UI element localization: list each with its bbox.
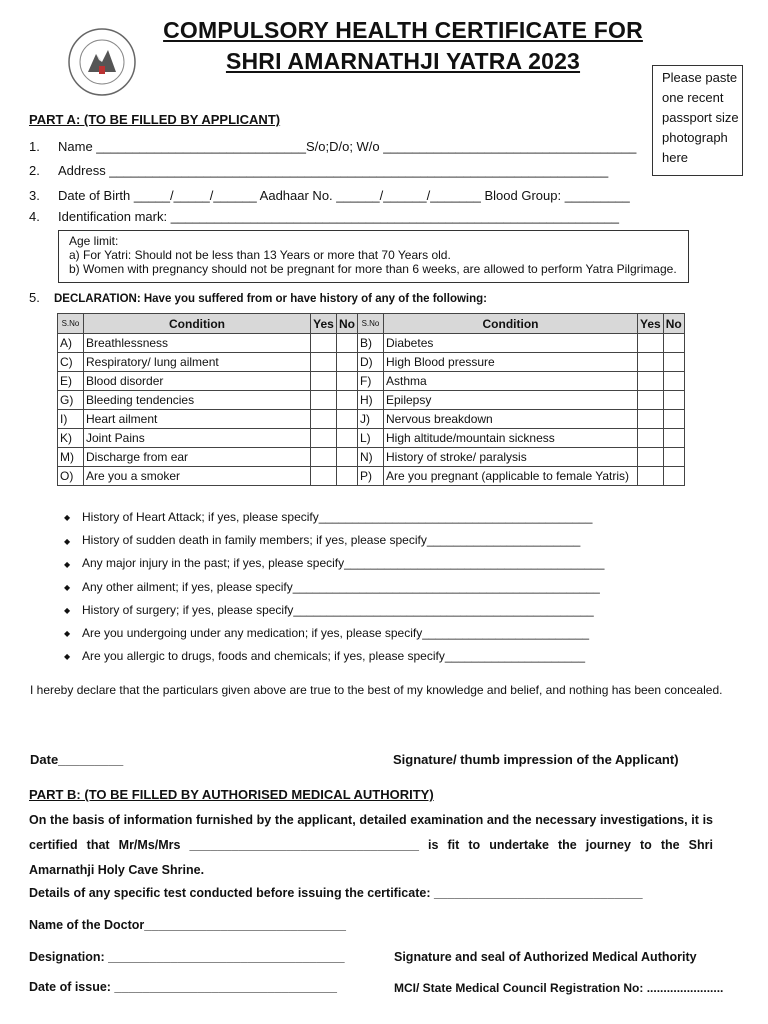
condition-id: P) [358,467,384,486]
page-title-line1: COMPULSORY HEALTH CERTIFICATE FOR [163,17,643,43]
no-header: No [663,314,684,334]
condition-header: Condition [84,314,311,334]
yes-checkbox-cell[interactable] [638,334,664,353]
no-checkbox-cell[interactable] [337,448,358,467]
list-item[interactable]: ◆ Are you allergic to drugs, foods and chemicals; if yes, please specify_____________________ [64,649,585,664]
photo-box[interactable] [652,65,743,176]
condition-id: H) [358,391,384,410]
yes-checkbox-cell[interactable] [311,429,337,448]
condition-id: G) [58,391,84,410]
table-row [58,429,685,448]
yes-checkbox-cell[interactable] [311,334,337,353]
condition-text: Are you a smoker [84,467,311,486]
part-a-heading: PART A: (TO BE FILLED BY APPLICANT) [29,112,281,127]
yes-checkbox-cell[interactable] [638,429,664,448]
table-row [58,334,685,353]
history-list [64,510,604,672]
condition-text: Respiratory/ lung ailment [84,353,311,372]
condition-id: A) [58,334,84,353]
no-checkbox-cell[interactable] [663,372,684,391]
condition-id: M) [58,448,84,467]
list-item[interactable]: ◆ History of Heart Attack; if yes, please specify_________________________________________ [64,510,593,524]
condition-id: L) [358,429,384,448]
table-row [58,410,685,429]
no-checkbox-cell[interactable] [337,334,358,353]
condition-id: N) [358,448,384,467]
applicant-signature[interactable]: Signature/ thumb impression of the Applicant) [393,752,679,767]
list-item[interactable]: ◆ History of surgery; if yes, please specify_____________________________________________ [64,602,594,617]
condition-text: High altitude/mountain sickness [384,429,638,448]
bullet-icon: ◆ [64,513,71,523]
mci-registration[interactable]: MCI/ State Medical Council Registration No: ....................... [394,981,724,995]
applicant-declaration: I hereby declare that the particulars given above are true to the best of my knowledge and belief, and nothing has been concealed. [30,683,723,697]
no-checkbox-cell[interactable] [337,353,358,372]
declaration-heading: 5. DECLARATION: Have you suffered from or have history of any of the following: [29,290,487,305]
photo-box-line: passport size [662,110,739,125]
no-checkbox-cell[interactable] [663,391,684,410]
list-item[interactable]: ◆ Are you undergoing under any medication; if yes, please specify_________________________ [64,625,590,640]
condition-text: Asthma [384,372,638,391]
no-checkbox-cell[interactable] [663,448,684,467]
no-checkbox-cell[interactable] [337,429,358,448]
authority-seal[interactable]: Signature and seal of Authorized Medical Authority [394,950,697,964]
part-b-heading: PART B: (TO BE FILLED BY AUTHORISED MEDICAL AUTHORITY) [29,787,434,802]
yes-checkbox-cell[interactable] [311,467,337,486]
condition-id: C) [58,353,84,372]
list-item[interactable]: ◆ Any other ailment; if yes, please specify______________________________________________ [64,579,600,594]
identification-mark-field[interactable]: 4. Identification mark: ______________________________________________________________ [29,209,619,224]
no-header: No [337,314,358,334]
yes-checkbox-cell[interactable] [638,372,664,391]
condition-id: K) [58,429,84,448]
no-checkbox-cell[interactable] [663,467,684,486]
table-header-row [58,314,685,334]
condition-id: B) [358,334,384,353]
condition-text: Diabetes [384,334,638,353]
bullet-icon: ◆ [64,559,71,569]
page-title-line2: SHRI AMARNATHJI YATRA 2023 [225,48,581,74]
bullet-icon: ◆ [64,606,71,616]
photo-box-line: one recent [662,90,724,105]
no-checkbox-cell[interactable] [663,334,684,353]
bullet-icon: ◆ [64,629,71,639]
condition-text: Nervous breakdown [384,410,638,429]
list-item[interactable]: ◆ Any major injury in the past; if yes, please specify_______________________________________ [64,556,605,571]
no-checkbox-cell[interactable] [663,429,684,448]
bullet-icon: ◆ [64,536,71,546]
condition-text: History of stroke/ paralysis [384,448,638,467]
yes-header: Yes [311,314,337,334]
condition-text: Epilepsy [384,391,638,410]
conditions-table [57,313,685,486]
age-limit-box [58,230,689,283]
condition-text: Breathlessness [84,334,311,353]
condition-text: Blood disorder [84,372,311,391]
bullet-icon: ◆ [64,652,71,662]
age-limit-title: Age limit: [69,234,119,248]
condition-id: D) [358,353,384,372]
no-checkbox-cell[interactable] [337,391,358,410]
condition-id: F) [358,372,384,391]
condition-id: O) [58,467,84,486]
shrine-board-logo [66,26,138,98]
yes-checkbox-cell[interactable] [638,353,664,372]
condition-text: High Blood pressure [384,353,638,372]
no-checkbox-cell[interactable] [337,467,358,486]
table-row [58,372,685,391]
condition-id: J) [358,410,384,429]
designation-field[interactable]: Designation: __________________________________ [29,950,345,964]
age-limit-b: b) Women with pregnancy should not be pregnant for more than 6 weeks, are allowed to perform Yatra Pilgrimage. [69,262,677,276]
yes-checkbox-cell[interactable] [638,448,664,467]
table-row [58,448,685,467]
yes-checkbox-cell[interactable] [311,448,337,467]
condition-header: Condition [384,314,638,334]
photo-box-line: here [662,150,689,165]
condition-text: Bleeding tendencies [84,391,311,410]
test-details-field[interactable]: Details of any specific test conducted before issuing the certificate: ______________________________ [29,886,643,900]
condition-text: Are you pregnant (applicable to female Yatris) [384,467,638,486]
address-field[interactable]: 2. Address _____________________________________________________________________ [29,163,609,178]
certification-paragraph[interactable]: On the basis of information furnished by the applicant, detailed examination and the necessary investigations, it is certified that Mr/Ms/Mrs _________________________________ is fit to undertake the journey to the Shri Amarnathji Holy Cave Shrine. [29,813,713,877]
condition-text: Discharge from ear [84,448,311,467]
name-field[interactable]: 1. Name _____________________________S/o;D/o; W/o ___________________________________ [29,139,637,154]
yes-checkbox-cell[interactable] [311,410,337,429]
yes-checkbox-cell[interactable] [311,353,337,372]
condition-id: I) [58,410,84,429]
yes-checkbox-cell[interactable] [311,391,337,410]
bullet-icon: ◆ [64,582,71,592]
photo-box-line: photograph [662,130,728,145]
age-limit-a: a) For Yatri: Should not be less than 13 Years or more that 70 Years old. [69,248,451,262]
table-row [58,467,685,486]
table-row [58,391,685,410]
no-checkbox-cell[interactable] [337,372,358,391]
yes-checkbox-cell[interactable] [638,467,664,486]
condition-id: E) [58,372,84,391]
photo-box-line: Please paste [662,70,738,85]
dob-aadhaar-blood-field[interactable]: 3. Date of Birth _____/_____/______ Aadhaar No. ______/______/_______ Blood Group: _________ [29,188,630,203]
table-row [58,353,685,372]
yes-checkbox-cell[interactable] [638,391,664,410]
yes-header: Yes [638,314,664,334]
yes-checkbox-cell[interactable] [311,372,337,391]
date-field[interactable]: Date_________ [30,752,124,767]
sno-header: S.No [58,314,84,334]
condition-text: Joint Pains [84,429,311,448]
sno-header: S.No [358,314,384,334]
condition-text: Heart ailment [84,410,311,429]
no-checkbox-cell[interactable] [663,410,684,429]
list-item[interactable]: ◆ History of sudden death in family members; if yes, please specify_______________________ [64,533,581,548]
no-checkbox-cell[interactable] [663,353,684,372]
yes-checkbox-cell[interactable] [638,410,664,429]
no-checkbox-cell[interactable] [337,410,358,429]
doctor-name-field[interactable]: Name of the Doctor_____________________________ [29,918,346,932]
issue-date-field[interactable]: Date of issue: ________________________________ [29,980,337,994]
